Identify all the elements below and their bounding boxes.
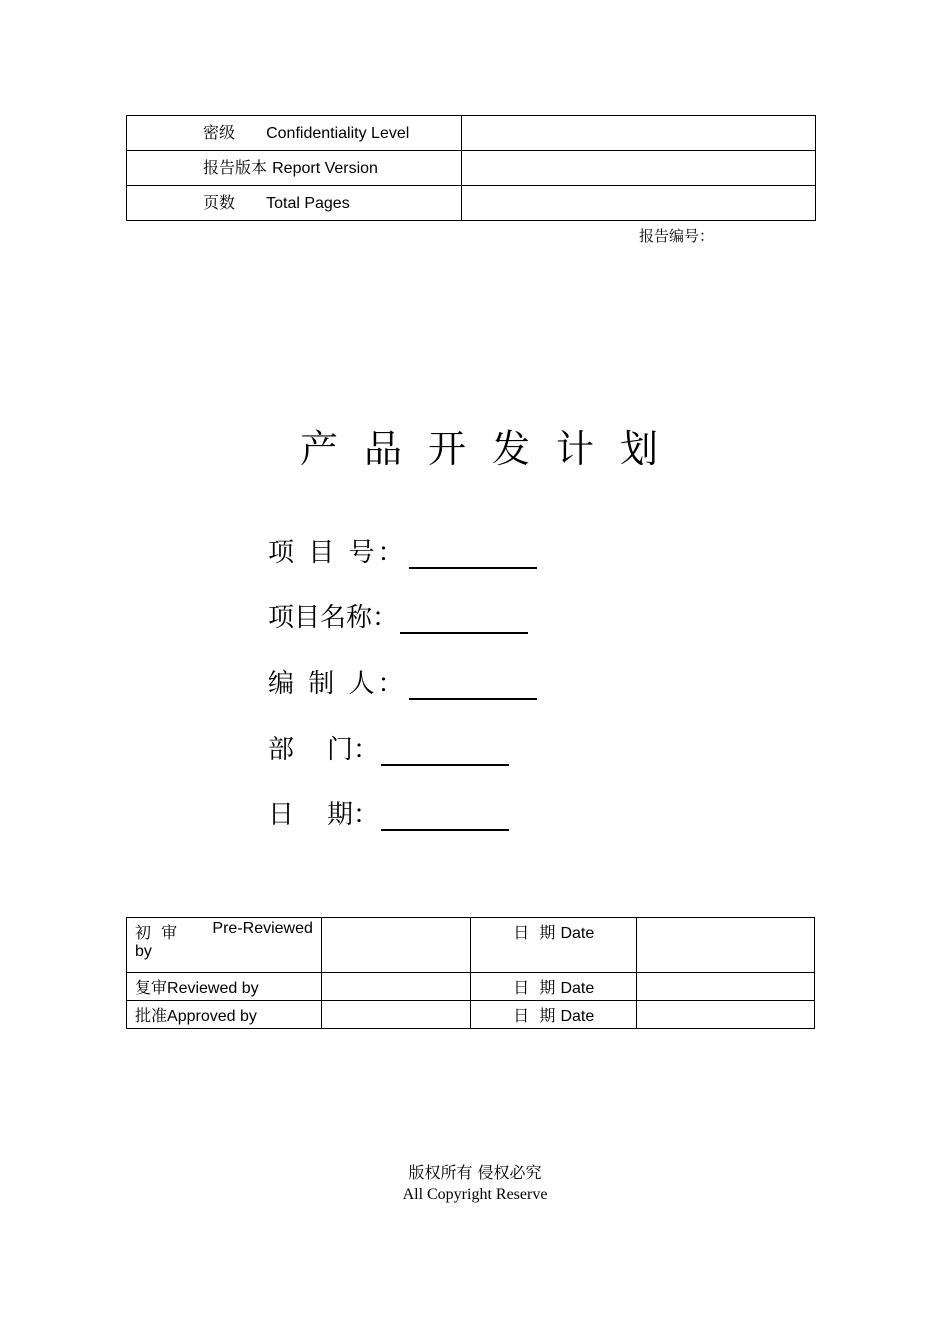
field-label: 部 门： <box>268 735 380 765</box>
department-blank-line[interactable] <box>381 738 509 766</box>
date-label-en: Date <box>560 1008 595 1025</box>
total-pages-label-cn: 页数 <box>203 193 236 212</box>
confidentiality-label-en: Confidentiality Level <box>266 125 410 142</box>
info-row-confidentiality <box>127 116 816 151</box>
pre-review-date-label <box>471 918 636 973</box>
info-label-cell <box>127 151 462 186</box>
approval-date-label <box>471 1001 636 1029</box>
field-project-name <box>268 597 528 634</box>
field-label: 项 目 号： <box>268 538 407 568</box>
date-label-cn: 日 期 <box>513 1006 556 1025</box>
confidentiality-value[interactable] <box>462 116 816 151</box>
pre-review-date-cell[interactable] <box>636 918 814 973</box>
reviewed-label-en: Reviewed by <box>167 980 259 997</box>
report-number-label: 报告编号： <box>639 227 715 245</box>
author-blank-line[interactable] <box>409 672 537 700</box>
approver-signature-cell[interactable] <box>321 1001 470 1029</box>
report-version-value[interactable] <box>462 151 816 186</box>
copyright-notice-en: All Copyright Reserve <box>402 1186 548 1203</box>
field-label: 日 期： <box>268 800 380 830</box>
info-label-cell <box>127 186 462 221</box>
info-label-cell <box>127 116 462 151</box>
document-info-table <box>126 115 816 221</box>
project-name-blank-line[interactable] <box>400 606 528 634</box>
field-label: 编 制 人： <box>268 669 407 699</box>
pre-reviewed-label <box>127 918 322 973</box>
pre-reviewed-label-cn: 初 审 <box>135 923 178 942</box>
document-title: 产品开发计划 <box>300 427 685 471</box>
reviewer-signature-cell[interactable] <box>321 973 470 1001</box>
date-label-cn: 日 期 <box>513 978 556 997</box>
total-pages-value[interactable] <box>462 186 816 221</box>
approved-label-en: Approved by <box>167 1008 257 1025</box>
field-department <box>268 729 509 766</box>
copyright-notice-cn: 版权所有 侵权必究 <box>408 1163 542 1182</box>
confidentiality-label-cn: 密级 <box>203 123 236 142</box>
review-approval-table <box>126 917 815 1029</box>
info-row-total-pages <box>127 186 816 221</box>
pre-reviewed-label-en-wrap: by <box>135 943 152 960</box>
pre-reviewer-signature-cell[interactable] <box>321 918 470 973</box>
review-date-cell[interactable] <box>636 973 814 1001</box>
date-label-en: Date <box>560 980 595 997</box>
date-blank-line[interactable] <box>381 803 509 831</box>
review-row-reviewed <box>127 973 815 1001</box>
approved-label-cn: 批准 <box>135 1006 168 1025</box>
field-label: 项目名称： <box>268 603 399 633</box>
field-date <box>268 794 509 831</box>
pre-reviewed-label-en: Pre-Reviewed <box>212 920 313 937</box>
field-author <box>268 663 537 700</box>
reviewed-label <box>127 973 322 1001</box>
approval-date-cell[interactable] <box>636 1001 814 1029</box>
date-label-cn: 日 期 <box>513 923 556 942</box>
review-row-approved <box>127 1001 815 1029</box>
review-row-pre-reviewed <box>127 918 815 973</box>
info-row-report-version <box>127 151 816 186</box>
report-version-label-en: Report Version <box>272 160 378 177</box>
review-date-label <box>471 973 636 1001</box>
report-version-label-cn: 报告版本 <box>203 158 268 177</box>
project-number-blank-line[interactable] <box>409 541 537 569</box>
total-pages-label-en: Total Pages <box>266 195 350 212</box>
reviewed-label-cn: 复审 <box>135 978 168 997</box>
field-project-number <box>268 532 537 569</box>
date-label-en: Date <box>560 925 595 942</box>
approved-label <box>127 1001 322 1029</box>
